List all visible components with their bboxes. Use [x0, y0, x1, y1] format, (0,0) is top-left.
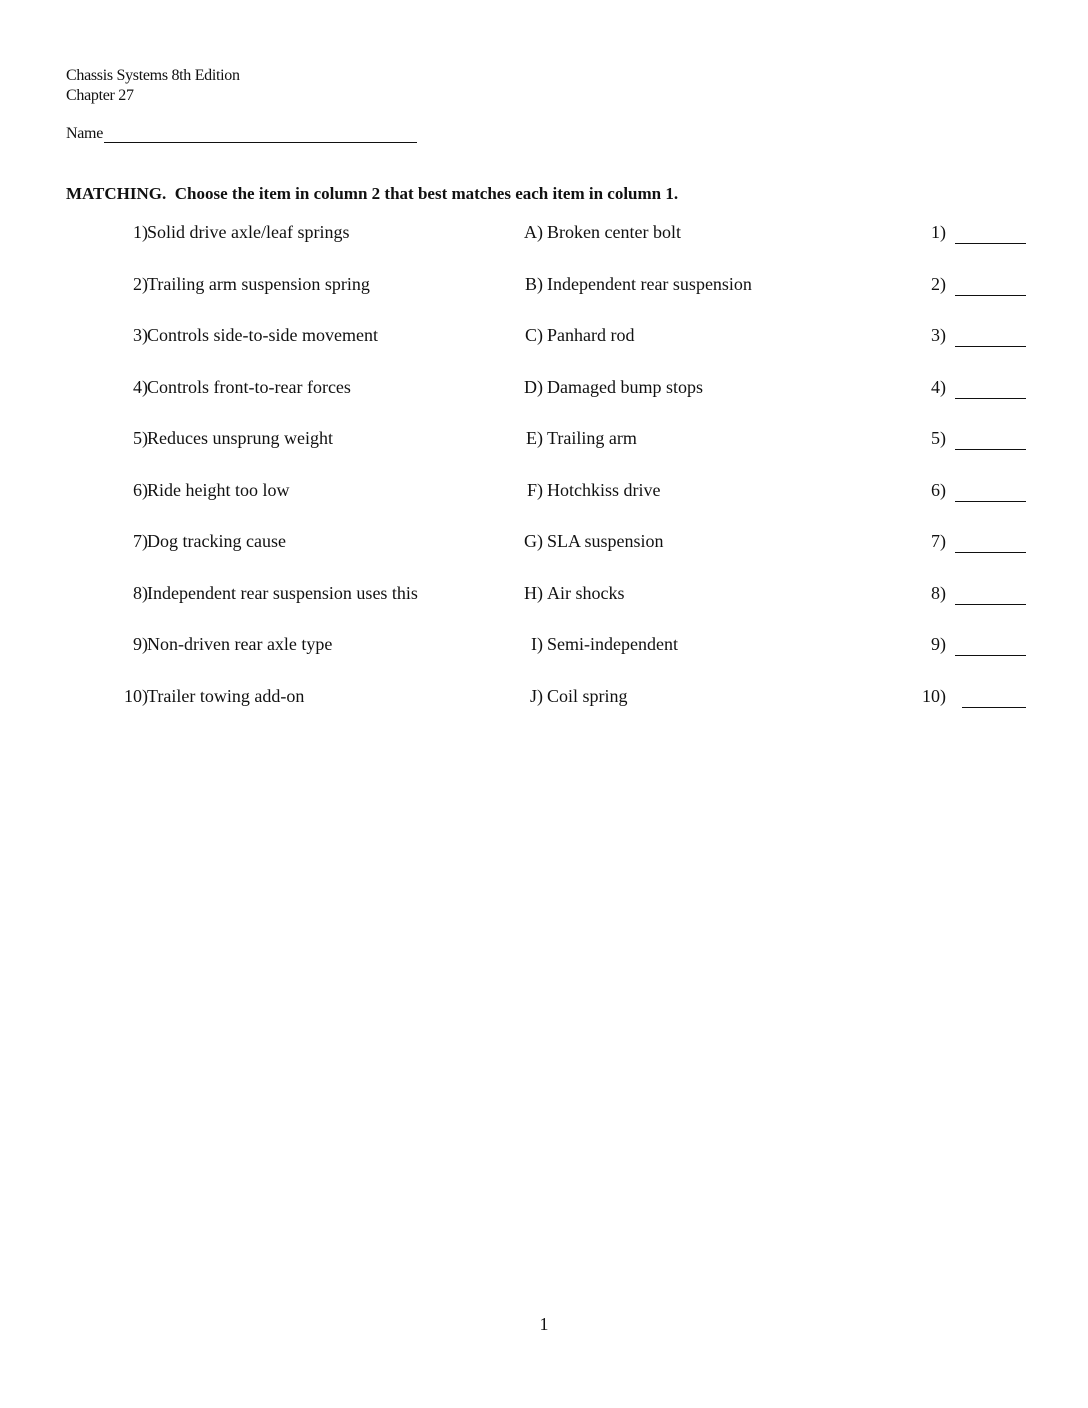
answer-blank[interactable] [955, 449, 1026, 450]
answer-label: 10) [922, 685, 946, 706]
answer-label: 8) [931, 582, 946, 603]
answer-label: 1) [931, 222, 946, 242]
match-letter: G) [524, 531, 543, 551]
match-letter: H) [524, 582, 543, 603]
column2-item: Trailing arm [547, 428, 637, 448]
answer-blank[interactable] [955, 398, 1026, 399]
match-letter: E) [526, 428, 543, 448]
answer-label: 5) [931, 428, 946, 448]
matching-table [0, 222, 1088, 737]
matching-row [0, 583, 1088, 635]
book-title: Chassis Systems 8th Edition [66, 67, 240, 84]
document-header [66, 66, 240, 106]
column1-item: Trailer towing add-on [147, 685, 305, 706]
match-letter: J) [530, 685, 543, 706]
column2-item: Coil spring [547, 685, 628, 706]
match-letter: B) [525, 273, 543, 294]
item-number: 2) [133, 273, 148, 294]
answer-label: 6) [931, 479, 946, 500]
item-number: 3) [133, 325, 148, 345]
answer-blank[interactable] [955, 346, 1026, 347]
name-label: Name [66, 125, 104, 142]
column1-item: Controls front-to-rear forces [147, 376, 351, 397]
column2-item: Hotchkiss drive [547, 479, 661, 500]
column1-item: Ride height too low [147, 479, 290, 500]
matching-row [0, 480, 1088, 532]
column1-item: Non-driven rear axle type [147, 634, 333, 654]
item-number: 6) [133, 479, 148, 500]
column1-item: Controls side-to-side movement [147, 325, 378, 345]
column2-item: Air shocks [547, 582, 625, 603]
matching-row [0, 686, 1088, 738]
matching-row [0, 377, 1088, 429]
match-letter: F) [526, 479, 543, 500]
item-number: 9) [133, 634, 148, 654]
match-letter: D) [524, 376, 543, 397]
match-letter: I) [531, 634, 543, 654]
name-field [66, 124, 417, 143]
item-number: 8) [133, 582, 148, 603]
item-number: 7) [133, 531, 148, 551]
answer-blank[interactable] [955, 295, 1026, 296]
column1-item: Solid drive axle/leaf springs [147, 222, 350, 242]
column1-item: Reduces unsprung weight [147, 428, 333, 448]
match-letter: A) [524, 222, 543, 242]
name-blank-line[interactable] [104, 124, 417, 143]
item-number: 4) [133, 376, 148, 397]
column2-item: Semi-independent [547, 634, 678, 654]
matching-row [0, 634, 1088, 686]
column1-item: Dog tracking cause [147, 531, 286, 551]
answer-blank[interactable] [962, 707, 1026, 708]
answer-label: 7) [931, 531, 946, 551]
column1-item: Independent rear suspension uses this [147, 582, 418, 603]
column2-item: Broken center bolt [547, 222, 681, 242]
chapter-title: Chapter 27 [66, 87, 134, 104]
matching-row [0, 531, 1088, 583]
match-letter: C) [525, 325, 543, 345]
matching-row [0, 428, 1088, 480]
item-number: 5) [133, 428, 148, 448]
matching-row [0, 325, 1088, 377]
answer-blank[interactable] [955, 604, 1026, 605]
item-number: 1) [133, 222, 148, 242]
answer-blank[interactable] [955, 243, 1026, 244]
column2-item: Panhard rod [547, 325, 635, 345]
answer-blank[interactable] [955, 655, 1026, 656]
answer-label: 9) [931, 634, 946, 654]
matching-row [0, 222, 1088, 274]
answer-label: 2) [931, 273, 946, 294]
answer-blank[interactable] [955, 552, 1026, 553]
page-number: 1 [539, 1314, 549, 1334]
item-number: 10) [124, 685, 148, 706]
column2-item: SLA suspension [547, 531, 664, 551]
answer-label: 4) [931, 376, 946, 397]
answer-label: 3) [931, 325, 946, 345]
matching-instructions: MATCHING. Choose the item in column 2 that best matches each item in column 1. [66, 184, 679, 203]
column1-item: Trailing arm suspension spring [147, 273, 370, 294]
column2-item: Damaged bump stops [547, 376, 703, 397]
column2-item: Independent rear suspension [547, 273, 752, 294]
matching-row [0, 274, 1088, 326]
answer-blank[interactable] [955, 501, 1026, 502]
